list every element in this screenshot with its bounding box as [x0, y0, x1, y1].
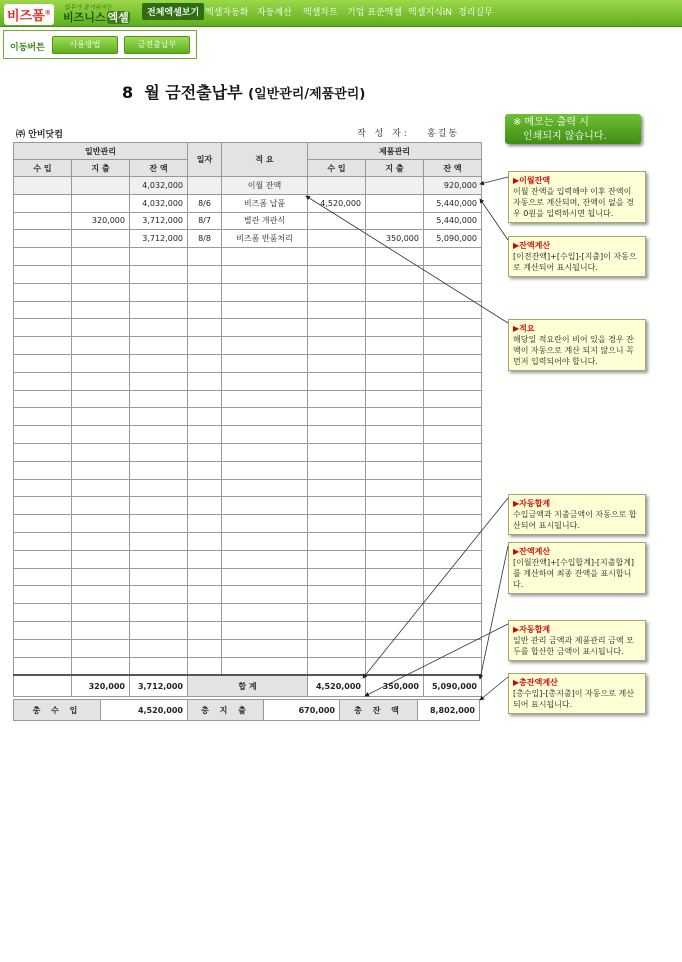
total-product-out: 350,000 [366, 675, 424, 697]
header-product-in: 수 입 [308, 160, 366, 177]
total-income-value: 4,520,000 [101, 700, 188, 721]
header-product-out: 지 출 [366, 160, 424, 177]
table-cell-date[interactable]: 8/8 [188, 230, 222, 248]
note-title: ▶잔액계산 [513, 241, 551, 250]
company-name: ㈜ 안비닷컴 [16, 130, 63, 140]
logo-tagline: 업무가 즐거워지는 [64, 4, 113, 11]
callout-line [480, 177, 508, 184]
total-general-out: 320,000 [72, 675, 130, 697]
menu-auto-calc[interactable]: 자동계산 [257, 8, 292, 18]
title-main: 월 금전출납부 [144, 83, 243, 102]
note-title: ▶총잔액계산 [513, 678, 558, 687]
table-cell-date[interactable]: 8/6 [188, 194, 222, 212]
total-label: 합 계 [188, 675, 308, 697]
total-general-bal: 3,712,000 [130, 675, 188, 697]
table-cell-g-out[interactable]: 320,000 [72, 212, 130, 230]
callout-line [480, 546, 508, 679]
title-sub: (일반관리/제품관리) [248, 87, 366, 102]
total-income-label: 총 수 입 [14, 700, 101, 721]
header-product-bal: 잔 액 [424, 160, 482, 177]
note-title: ▶자동합계 [513, 625, 551, 634]
total-product-bal: 5,090,000 [424, 675, 482, 697]
total-product-in: 4,520,000 [308, 675, 366, 697]
menu-excel-chart[interactable]: 엑셀차트 [303, 8, 338, 18]
logo-mark: ® [44, 9, 51, 17]
callout-line [365, 624, 508, 696]
header-general: 일반관리 [14, 143, 188, 160]
table-cell-p-in[interactable]: 4,520,000 [308, 194, 366, 212]
callout-line [480, 199, 508, 240]
note-title: ▶잔액계산 [513, 547, 551, 556]
menu-accounting[interactable]: 경리실무 [458, 8, 493, 18]
header-product: 제품관리 [308, 143, 482, 160]
menu-standard-excel[interactable]: 기업 표준엑셀 [347, 8, 403, 18]
total-balance-label: 총 잔 액 [340, 700, 418, 721]
note-body: 일반 관리 금액과 제품관리 금액 모두를 합산한 금액이 표시됩니다. [513, 636, 634, 656]
note-title: ▶적요 [513, 324, 535, 333]
table-cell-p-bal[interactable]: 920,000 [424, 177, 482, 195]
nav-label: 이동버튼 [10, 43, 45, 53]
note-title: ▶자동합계 [513, 499, 551, 508]
header-date: 일자 [188, 143, 222, 177]
menu-excel-automation[interactable]: 엑셀자동화 [205, 8, 249, 18]
writer-name: 홍길동 [427, 129, 460, 139]
header-general-in: 수 입 [14, 160, 72, 177]
total-balance-value: 8,802,000 [418, 700, 480, 721]
note-body: [총수입]-[총지출]이 자동으로 계산되어 표시됩니다. [513, 689, 634, 709]
note-body: [이월잔액]+[수입합계]-[지출합계]를 계산하여 최종 잔액을 표시합니다. [513, 558, 635, 589]
table-cell-desc[interactable]: 별관 개관식 [222, 212, 308, 230]
menu-excel-knowledge[interactable]: 엑셀지식iN [408, 8, 453, 18]
cash-ledger-button[interactable]: 금전출납부 [124, 36, 190, 54]
table-cell-p-bal[interactable]: 5,090,000 [424, 230, 482, 248]
callout-line [480, 677, 508, 700]
writer-label: 작 성 자: [357, 129, 410, 139]
header-desc: 적 요 [222, 143, 308, 177]
logo2-text-a: 비즈니스 [63, 11, 106, 24]
memo-line-2: 인쇄되지 않습니다. [523, 131, 607, 142]
title-month: 8 [122, 83, 134, 102]
logo2-text-b: 엑셀 [107, 11, 129, 24]
table-cell-g-bal[interactable]: 4,032,000 [130, 194, 188, 212]
table-cell-desc[interactable]: 이월 잔액 [222, 177, 308, 195]
table-cell-p-out[interactable]: 350,000 [366, 230, 424, 248]
note-body: 이월 잔액을 입력해야 이후 잔액이 자동으로 계산되며, 잔액이 없을 경우 0원을 입력하시면 됩니다. [513, 187, 634, 218]
table-cell-g-bal[interactable]: 3,712,000 [130, 230, 188, 248]
menu-all-excel[interactable]: 전체엑셀보기 [142, 3, 204, 20]
note-body: [이전잔액]+[수입]-[지출]이 자동으로 계산되어 표시됩니다. [513, 252, 637, 272]
memo-line-1: ※ 메모는 출력 시 [513, 117, 589, 128]
table-cell-g-bal[interactable]: 3,712,000 [130, 212, 188, 230]
header-general-bal: 잔 액 [130, 160, 188, 177]
total-expense-value: 670,000 [264, 700, 340, 721]
total-expense-label: 총 지 출 [188, 700, 264, 721]
note-title: ▶이월잔액 [513, 176, 551, 185]
note-body: 해당일 적요란이 비어 있을 경우 잔액이 자동으로 계산 되지 않으니 꼭 먼저 입력되어야 합니다. [513, 335, 634, 366]
note-body: 수입금액과 지출금액이 자동으로 합산되어 표시됩니다. [513, 510, 637, 530]
table-cell-desc[interactable]: 비즈폼 반품처리 [222, 230, 308, 248]
callout-line [306, 196, 508, 323]
usage-button[interactable]: 사용방법 [52, 36, 118, 54]
table-cell-desc[interactable]: 비즈폼 납품 [222, 194, 308, 212]
logo-text: 비즈폼 [7, 9, 45, 24]
table-cell-p-bal[interactable]: 5,440,000 [424, 194, 482, 212]
table-cell-g-bal[interactable]: 4,032,000 [130, 177, 188, 195]
header-general-out: 지 출 [72, 160, 130, 177]
table-cell-date[interactable]: 8/7 [188, 212, 222, 230]
table-cell-p-bal[interactable]: 5,440,000 [424, 212, 482, 230]
